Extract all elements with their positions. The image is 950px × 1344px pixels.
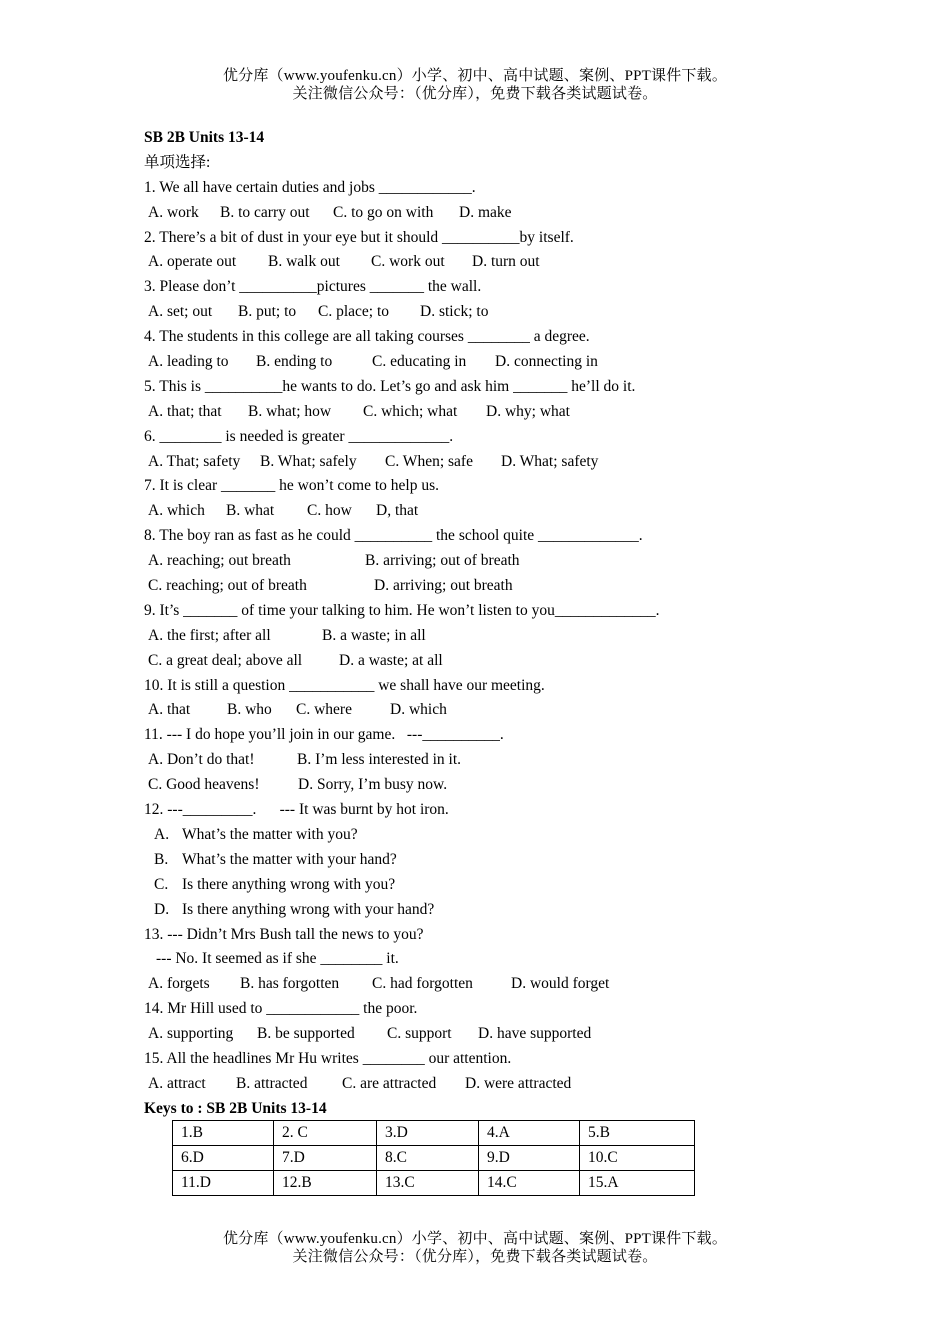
option: B. arriving; out of breath (365, 552, 520, 570)
option: B. ending to (256, 353, 333, 371)
option: D. why; what (486, 402, 570, 420)
option: C. Good heavens! (148, 776, 260, 794)
table-cell: 15.A (580, 1171, 695, 1196)
option: B. What; safely (260, 452, 357, 470)
question-15-options (144, 1072, 844, 1097)
option: C. which; what (363, 402, 458, 420)
header-line-1: 优分库（www.youfenku.cn）小学、初中、高中试题、案例、PPT课件下载。 (222, 68, 728, 84)
option: B. walk out (268, 253, 340, 271)
option: D. a waste; at all (339, 651, 443, 669)
table-cell: 5.B (580, 1121, 695, 1146)
option-letter: B. (154, 850, 169, 868)
question-6-options (144, 450, 844, 475)
question-1: 1. We all have certain duties and jobs ____________. (144, 178, 476, 196)
question-3-options (144, 300, 844, 325)
option: B. who (227, 701, 272, 719)
question-7: 7. It is clear _______ he won’t come to help us. (144, 477, 440, 495)
table-cell: 12.B (274, 1171, 377, 1196)
option: B. to carry out (220, 203, 310, 221)
question-11: 11. --- I do hope you’ll join in our game. ---__________. (144, 726, 504, 744)
question-11-options-a (144, 748, 844, 773)
table-row (173, 1146, 695, 1171)
question-15: 15. All the headlines Mr Hu writes ________ our attention. (144, 1049, 512, 1067)
option-letter: C. (154, 875, 169, 893)
option: D. have supported (478, 1025, 592, 1043)
option: D. What; safety (501, 452, 599, 470)
table-row (173, 1171, 695, 1196)
option-text: Is there anything wrong with your hand? (182, 900, 435, 918)
question-5: 5. This is __________he wants to do. Let’s go and ask him _______ he’ll do it. (144, 377, 636, 395)
option: C. where (296, 701, 352, 719)
question-9-options-a (144, 624, 844, 649)
table-cell: 11.D (173, 1171, 274, 1196)
option: B. put; to (238, 303, 297, 321)
question-9: 9. It’s _______ of time your talking to him. He won’t listen to you_____________. (144, 601, 660, 619)
question-4: 4. The students in this college are all taking courses ________ a degree. (144, 328, 590, 346)
question-8-options-b (144, 574, 844, 599)
option: D. connecting in (495, 353, 598, 371)
table-cell: 6.D (173, 1146, 274, 1171)
option-letter: A. (154, 825, 170, 843)
option: D. stick; to (420, 303, 489, 321)
question-13-reply: --- No. It seemed as if she ________ it. (156, 950, 399, 968)
option: D. which (390, 701, 447, 719)
option: C. When; safe (385, 452, 473, 470)
table-row (173, 1121, 695, 1146)
option: D, that (376, 502, 419, 520)
option: D. arriving; out breath (374, 577, 513, 595)
footer-line-2: 关注微信公众号：（优分库），免费下载各类试题试卷。 (292, 1249, 658, 1265)
worksheet (144, 126, 844, 1122)
option: B. what (226, 502, 275, 520)
option: A. supporting (148, 1025, 234, 1043)
section-heading: 单项选择: (144, 153, 211, 171)
keys-title: Keys to : SB 2B Units 13-14 (144, 1099, 327, 1117)
option: B. has forgotten (240, 975, 340, 993)
question-3: 3. Please don’t __________pictures _______ the wall. (144, 278, 482, 296)
option: C. to go on with (333, 203, 434, 221)
option: C. support (387, 1025, 452, 1043)
option: A. reaching; out breath (148, 552, 291, 570)
question-12: 12. ---_________. --- It was burnt by hot iron. (144, 801, 449, 819)
option: D. turn out (472, 253, 540, 271)
answer-key-table (172, 1120, 695, 1196)
page-footer (0, 1230, 950, 1266)
question-12-option-d (144, 898, 844, 923)
table-cell: 3.D (377, 1121, 479, 1146)
option: A. That; safety (148, 452, 241, 470)
option: B. be supported (257, 1025, 355, 1043)
question-8: 8. The boy ran as fast as he could __________ the school quite _____________. (144, 527, 643, 545)
table-cell: 8.C (377, 1146, 479, 1171)
question-14-options (144, 1022, 844, 1047)
worksheet-title: SB 2B Units 13-14 (144, 129, 265, 146)
table-cell: 14.C (479, 1171, 580, 1196)
table-cell: 9.D (479, 1146, 580, 1171)
question-6: 6. ________ is needed is greater _____________. (144, 427, 454, 445)
option: A. Don’t do that! (148, 751, 255, 769)
option: C. a great deal; above all (148, 651, 303, 669)
option: B. a waste; in all (322, 626, 426, 644)
question-8-options-a (144, 549, 844, 574)
footer-line-1: 优分库（www.youfenku.cn）小学、初中、高中试题、案例、PPT课件下载。 (222, 1231, 728, 1247)
question-13: 13. --- Didn’t Mrs Bush tall the news to you? (144, 925, 424, 943)
table-cell: 4.A (479, 1121, 580, 1146)
question-10-options (144, 698, 844, 723)
option: C. place; to (318, 303, 390, 321)
header-line-2: 关注微信公众号：（优分库），免费下载各类试题试卷。 (292, 86, 658, 102)
option: D. make (459, 203, 512, 221)
question-12-option-c (144, 873, 844, 898)
option: D. were attracted (465, 1074, 572, 1092)
option: C. are attracted (342, 1074, 437, 1092)
question-2-options (144, 250, 844, 275)
question-5-options (144, 400, 844, 425)
table-cell: 1.B (173, 1121, 274, 1146)
option: A. the first; after all (148, 626, 271, 644)
option: B. attracted (236, 1074, 308, 1092)
option: A. leading to (148, 353, 229, 371)
option: B. what; how (248, 402, 332, 420)
option-letter: D. (154, 900, 170, 918)
option: C. work out (371, 253, 445, 271)
option: C. how (307, 502, 352, 520)
option-text: Is there anything wrong with you? (182, 875, 396, 893)
option: B. I’m less interested in it. (297, 751, 462, 769)
table-cell: 13.C (377, 1171, 479, 1196)
option: A. that (148, 701, 191, 719)
question-10: 10. It is still a question ___________ we shall have our meeting. (144, 676, 545, 694)
question-12-option-b (144, 848, 844, 873)
question-7-options (144, 499, 844, 524)
option: A. work (148, 203, 199, 221)
question-9-options-b (144, 649, 844, 674)
option-text: What’s the matter with your hand? (182, 850, 397, 868)
table-cell: 2. C (274, 1121, 377, 1146)
question-11-options-b (144, 773, 844, 798)
option: A. that; that (148, 402, 222, 420)
question-1-options (144, 201, 844, 226)
question-2: 2. There’s a bit of dust in your eye but it should __________by itself. (144, 228, 574, 246)
option: D. would forget (511, 975, 610, 993)
option: A. which (148, 502, 205, 520)
page-header (0, 67, 950, 103)
option: A. set; out (148, 303, 213, 321)
option: A. attract (148, 1074, 206, 1092)
option: C. reaching; out of breath (148, 577, 307, 595)
question-12-option-a (144, 823, 844, 848)
option: D. Sorry, I’m busy now. (298, 776, 448, 794)
option-text: What’s the matter with you? (182, 825, 358, 843)
question-13-options (144, 972, 844, 997)
table-cell: 7.D (274, 1146, 377, 1171)
option: C. had forgotten (372, 975, 473, 993)
question-4-options (144, 350, 844, 375)
option: C. educating in (372, 353, 467, 371)
option: A. operate out (148, 253, 237, 271)
option: A. forgets (148, 975, 210, 993)
table-cell: 10.C (580, 1146, 695, 1171)
question-14: 14. Mr Hill used to ____________ the poor. (144, 1000, 418, 1018)
